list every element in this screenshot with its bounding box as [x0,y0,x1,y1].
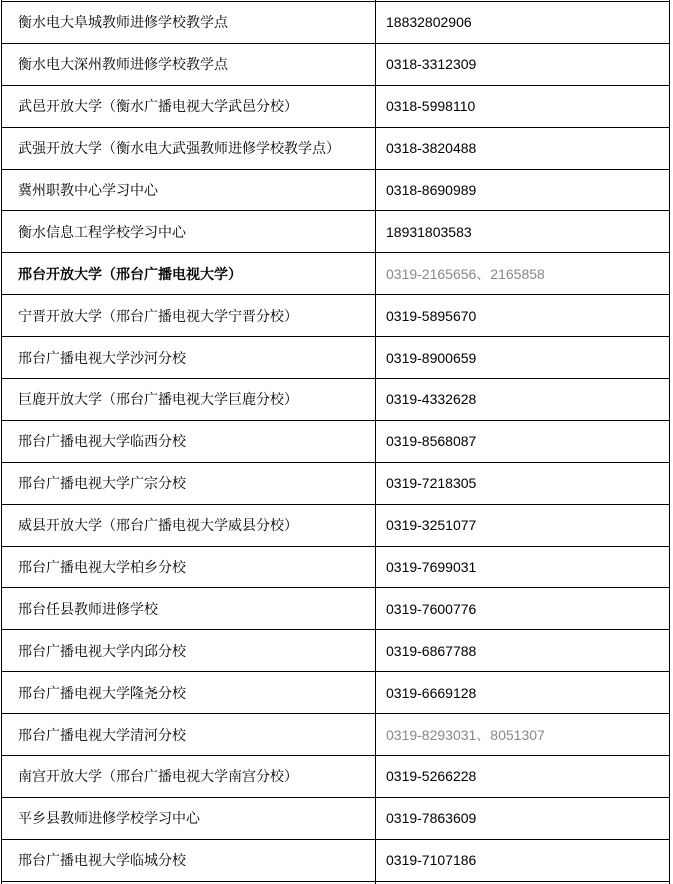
table-row [2,421,670,463]
phone-number: 18832802906 [386,14,472,31]
phone-number: 0319-8900659 [386,349,477,366]
school-name-cell [2,0,376,1]
phone-number: 0318-5998110 [386,98,476,115]
phone-number: 0319-2165656、2165858 [386,265,545,282]
phone-cell [376,756,670,797]
phone-cell [376,86,670,127]
phone-number: 0319-8568087 [386,433,477,450]
school-name: 宁晋开放大学（邢台广播电视大学宁晋分校） [18,308,298,325]
phone-cell [376,714,670,755]
table-row [2,128,670,170]
school-name: 南宫开放大学（邢台广播电视大学南宫分校） [18,769,298,786]
phone-cell [376,211,670,252]
phone-number: 0319-7863609 [386,810,477,827]
phone-number: 0319-6867788 [386,642,477,659]
school-name-cell [2,337,376,378]
school-name-cell [2,588,376,629]
phone-cell [376,798,670,839]
table-row [2,211,670,253]
phone-cell [376,505,670,546]
school-name: 邢台广播电视大学临城分校 [18,853,186,870]
phone-cell [376,547,670,588]
phone-number: 0318-3820488 [386,140,477,157]
school-name: 衡水信息工程学校学习中心 [18,224,186,241]
school-name-cell [2,798,376,839]
school-name-cell [2,44,376,85]
school-name: 邢台广播电视大学沙河分校 [18,350,186,367]
phone-number: 0319-5266228 [386,768,477,785]
school-name-cell [2,840,376,881]
table-row [2,714,670,756]
table-body [2,2,670,882]
school-name: 邢台广播电视大学内邱分校 [18,643,186,660]
phone-number: 0319-7218305 [386,475,477,492]
table-row [2,630,670,672]
phone-cell [376,421,670,462]
phone-cell [376,44,670,85]
school-name-cell [2,463,376,504]
table-row [2,672,670,714]
school-name-cell [2,714,376,755]
school-name-cell [2,547,376,588]
table-row [2,337,670,379]
school-name-cell [2,421,376,462]
phone-number: 0319-7699031 [386,559,477,576]
school-name: 巨鹿开放大学（邢台广播电视大学巨鹿分校） [18,392,298,409]
phone-number: 0319-3251077 [386,517,477,534]
table-row [2,2,670,44]
school-name: 邢台广播电视大学柏乡分校 [18,560,186,577]
phone-number: 0319-5895670 [386,307,477,324]
school-name: 邢台广播电视大学隆尧分校 [18,685,186,702]
school-name-cell [2,86,376,127]
school-name-cell [2,170,376,211]
phone-number: 0319-6669128 [386,684,477,701]
phone-cell [376,253,670,294]
phone-number: 0319-4332628 [386,391,477,408]
table-row [2,463,670,505]
phone-cell [376,337,670,378]
school-name: 武邑开放大学（衡水广播电视大学武邑分校） [18,99,298,116]
phone-number: 0319-7107186 [386,852,477,869]
table-row [2,505,670,547]
table-row [2,86,670,128]
school-name-cell [2,505,376,546]
phone-number: 0319-8293031、8051307 [386,726,545,743]
phone-cell [376,128,670,169]
school-name: 衡水电大阜城教师进修学校教学点 [18,15,228,32]
phone-number: 0318-8690989 [386,182,477,198]
school-name: 威县开放大学（邢台广播电视大学威县分校） [18,518,298,535]
phone-cell [376,2,670,43]
table-row [2,379,670,421]
school-name-cell [2,756,376,797]
school-name-cell [2,211,376,252]
school-name: 邢台广播电视大学临西分校 [18,434,186,451]
school-name-cell [2,379,376,420]
table-row [2,44,670,86]
school-name-cell [2,672,376,713]
table-row [2,840,670,882]
school-name: 平乡县教师进修学校学习中心 [18,811,200,828]
contact-table [1,0,670,884]
phone-cell [376,588,670,629]
phone-cell [376,379,670,420]
table-row [2,798,670,840]
phone-cell [376,630,670,671]
school-name: 冀州职教中心学习中心 [18,183,158,199]
school-name: 邢台开放大学（邢台广播电视大学） [18,266,242,283]
school-name-cell [2,295,376,336]
phone-cell [376,295,670,336]
school-name: 邢台广播电视大学清河分校 [18,727,186,744]
table-row [2,170,670,212]
phone-cell [376,170,670,211]
phone-number: 0318-3312309 [386,56,477,73]
school-name: 邢台任县教师进修学校 [18,601,158,618]
school-name-cell [2,630,376,671]
table-row [2,588,670,630]
phone-cell [376,672,670,713]
school-name: 衡水电大深州教师进修学校教学点 [18,57,228,74]
table-row [2,756,670,798]
phone-number: 18931803583 [386,223,472,240]
table-row [2,253,670,295]
phone-number: 0319-7600776 [386,600,477,617]
school-name-cell [2,253,376,294]
table-row [2,547,670,589]
school-name-cell [2,128,376,169]
school-name-cell [2,2,376,43]
phone-cell [376,463,670,504]
school-name: 邢台广播电视大学广宗分校 [18,476,186,493]
school-name: 武强开放大学（衡水电大武强教师进修学校教学点） [18,141,340,158]
phone-cell [376,0,670,1]
table-row [2,295,670,337]
phone-cell [376,840,670,881]
